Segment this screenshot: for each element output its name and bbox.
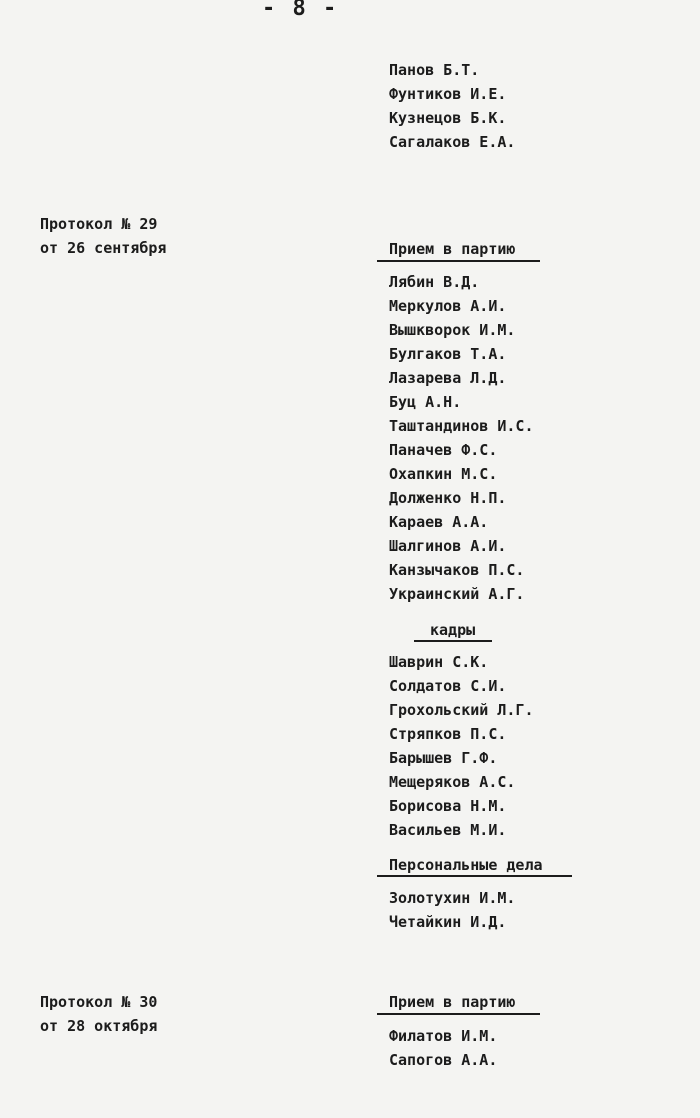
names-list-personal (389, 886, 515, 934)
page-number: - 8 - (262, 0, 339, 21)
section-heading-admission: Прием в партию (389, 240, 516, 258)
list-item: Борисова Н.М. (389, 797, 507, 815)
list-item: Долженко Н.П. (389, 489, 507, 507)
list-item: Стряпков П.С. (389, 725, 507, 743)
protocol-date: от 28 октября (40, 1017, 158, 1035)
list-item: Грохольский Л.Г. (389, 701, 534, 719)
list-item: Шаврин С.К. (389, 653, 489, 671)
list-item: Украинский А.Г. (389, 585, 525, 603)
list-item: Сапогов А.А. (389, 1051, 498, 1069)
list-item: Таштандинов И.С. (389, 417, 534, 435)
heading-underline (377, 1013, 540, 1015)
list-item: Сагалаков Е.А. (389, 133, 516, 151)
list-item: Фунтиков И.Е. (389, 85, 507, 103)
names-list-admission-30 (389, 1024, 497, 1072)
list-item: Панов Б.Т. (389, 61, 480, 79)
protocol-date: от 26 сентября (40, 239, 167, 257)
protocol-number: Протокол № 29 (40, 215, 158, 233)
list-item: Вышкворок И.М. (389, 321, 516, 339)
list-item: Лябин В.Д. (389, 273, 480, 291)
list-item: Четайкин И.Д. (389, 913, 507, 931)
section-heading-personal: Персональные дела (389, 856, 543, 874)
heading-underline (414, 640, 492, 642)
list-item: Солдатов С.И. (389, 677, 507, 695)
list-item: Лазарева Л.Д. (389, 369, 507, 387)
list-item: Мещеряков А.С. (389, 773, 516, 791)
list-item: Паначев Ф.С. (389, 441, 498, 459)
list-item: Канзычаков П.С. (389, 561, 525, 579)
protocol-30-label (40, 990, 157, 1038)
list-item: Кузнецов Б.К. (389, 109, 507, 127)
list-item: Барышев Г.Ф. (389, 749, 498, 767)
names-list-kadry (389, 650, 534, 842)
names-list-admission (389, 270, 534, 606)
protocol-number: Протокол № 30 (40, 993, 158, 1011)
list-item: Меркулов А.И. (389, 297, 507, 315)
list-item: Буц А.Н. (389, 393, 462, 411)
section-heading-admission-30: Прием в партию (389, 993, 516, 1011)
names-list-block1 (389, 58, 515, 154)
protocol-29-label (40, 212, 166, 260)
heading-underline (377, 875, 572, 877)
list-item: Караев А.А. (389, 513, 489, 531)
list-item: Золотухин И.М. (389, 889, 516, 907)
list-item: Васильев М.И. (389, 821, 507, 839)
section-heading-kadry: кадры (430, 621, 476, 639)
list-item: Филатов И.М. (389, 1027, 498, 1045)
heading-underline (377, 260, 540, 262)
list-item: Булгаков Т.А. (389, 345, 507, 363)
list-item: Охапкин М.С. (389, 465, 498, 483)
list-item: Шалгинов А.И. (389, 537, 507, 555)
